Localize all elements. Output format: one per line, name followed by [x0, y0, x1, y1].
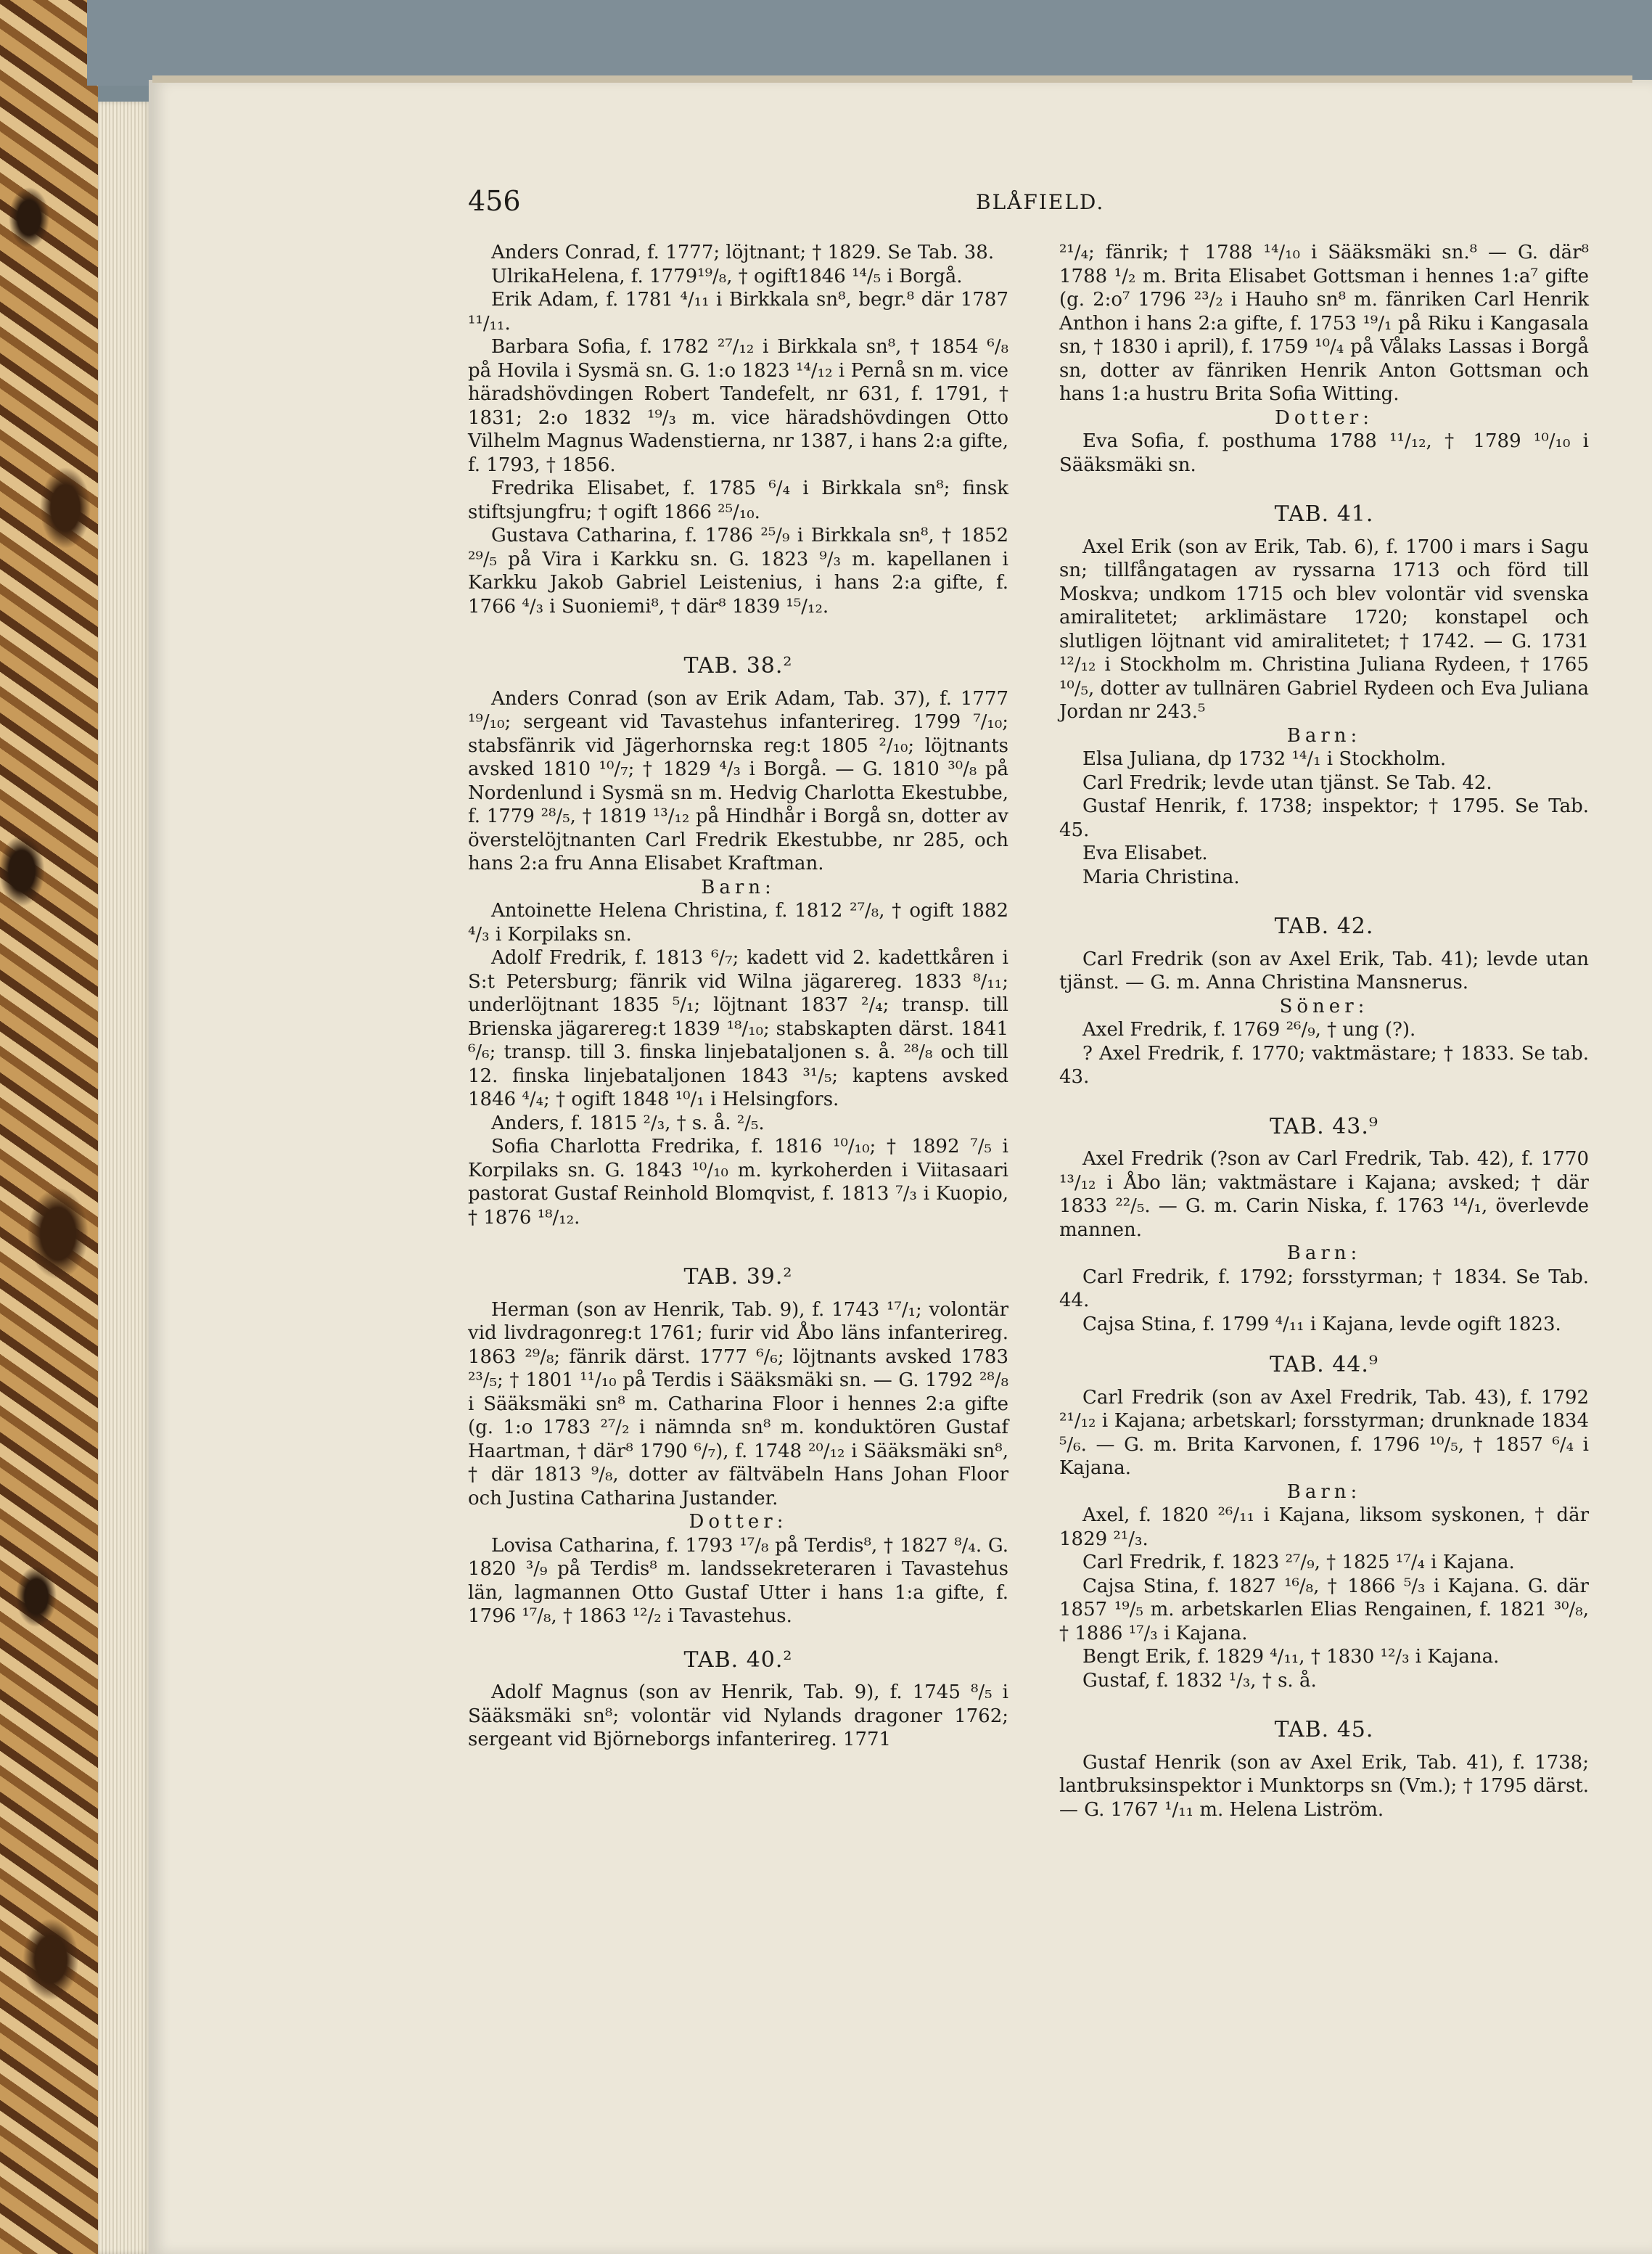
page-number: 456	[468, 185, 521, 217]
entry-paragraph: Eva Elisabet.	[1082, 843, 1208, 864]
spacer	[468, 679, 1008, 687]
entry-paragraph: Maria Christina.	[1082, 866, 1240, 888]
entry-paragraph: Adolf Fredrik, f. 1813 ⁶/₇; kadett vid 2. kadettkåren i S:t Petersburg; fänrik vid Wilna jägarereg. 1833 ⁸/₁₁; underlöjtnant 1835 ⁵/₁; löjtnant 1837 ²/₄; transp. till Brienska jägarereg:t 1839 ¹⁸/₁₀; stabskapten därst. 1841 ⁶/₆; transp. till 3. finska linjebataljonen s. å. ²⁸/₈ och till 12. finska linjebataljonen 1843 ³¹/₅; kaptens avsked 1846 ⁴/₄; † ogift 1848 ¹⁰/₁ i Helsingfors.	[468, 947, 1008, 1110]
spacer	[1059, 1336, 1589, 1353]
entry-paragraph: Elsa Juliana, dp 1732 ¹⁴/₁ i Stockholm.	[1082, 748, 1447, 770]
table-heading: TAB. 38.²	[683, 653, 793, 679]
spacer	[1059, 1692, 1589, 1718]
section-label: Barn:	[1286, 1242, 1362, 1264]
entry-paragraph: Anders Conrad, f. 1777; löjtnant; † 1829. Se Tab. 38.	[491, 242, 995, 263]
section-label: Dotter:	[1275, 406, 1373, 429]
spacer	[468, 1628, 1008, 1649]
spacer	[1059, 477, 1589, 503]
table-heading: TAB. 40.²	[683, 1647, 793, 1673]
section-label: Dotter:	[689, 1511, 788, 1533]
spacer	[468, 1672, 1008, 1681]
spacer	[468, 618, 1008, 655]
entry-paragraph: Carl Fredrik; levde utan tjänst. Se Tab. 42.	[1082, 771, 1492, 794]
table-heading: TAB. 41.	[1274, 501, 1374, 527]
spacer	[1059, 527, 1589, 536]
spacer	[468, 1229, 1008, 1266]
entry-paragraph: Gustaf Henrik, f. 1738; inspektor; † 1795. Se Tab. 45.	[1059, 795, 1589, 841]
table-heading: TAB. 42.	[1274, 914, 1374, 939]
spacer	[1059, 1089, 1589, 1115]
entry-paragraph: Antoinette Helena Christina, f. 1812 ²⁷/₈, † ogift 1882 ⁴/₃ i Korpilaks sn.	[468, 900, 1008, 946]
entry-paragraph: Anders, f. 1815 ²/₃, † s. å. ²/₅.	[491, 1112, 765, 1134]
entry-paragraph: Sofia Charlotta Fredrika, f. 1816 ¹⁰/₁₀; † 1892 ⁷/₅ i Korpilaks sn. G. 1843 ¹⁰/₁₀ m. kyrkoherden i Viitasaari pastorat Gustaf Reinhold Blomqvist, f. 1813 ⁷/₃ i Kuopio, † 1876 ¹⁸/₁₂.	[468, 1136, 1008, 1229]
entry-paragraph: Gustava Catharina, f. 1786 ²⁵/₉ i Birkkala sn⁸, † 1852 ²⁹/₅ på Vira i Karkku sn. G. 1823 ⁹/₃ m. kapellanen i Karkku Jakob Gabriel Leistenius, i hans 2:a gifte, f. 1766 ⁴/₃ i Suoniemi⁸, † där⁸ 1839 ¹⁵/₁₂.	[468, 525, 1008, 618]
table-heading: TAB. 43.⁹	[1270, 1113, 1378, 1139]
background	[87, 0, 1652, 86]
entry-paragraph: Adolf Magnus (son av Henrik, Tab. 9), f. 1745 ⁸/₅ i Sääksmäki sn⁸; volontär vid Nylands dragoner 1762; sergeant vid Björneborgs infanterireg. 1771	[468, 1681, 1008, 1750]
entry-paragraph: Barbara Sofia, f. 1782 ²⁷/₁₂ i Birkkala sn⁸, † 1854 ⁶/₈ på Hovila i Sysmä sn. G. 1:o 1823 ¹⁴/₁₂ i Pernå sn m. vice häradshövdingen Robert Tandefelt, nr 631, f. 1791, † 1831; 2:o 1832 ¹⁹/₃ m. vice häradshövdingen Otto Vilhelm Magnus Wadenstierna, nr 1387, i hans 2:a gifte, f. 1793, † 1856.	[468, 336, 1008, 476]
entry-paragraph: Cajsa Stina, f. 1827 ¹⁶/₈, † 1866 ⁵/₃ i Kajana. G. där 1857 ¹⁹/₅ m. arbetskarlen Elias Rengainen, f. 1821 ³⁰/₈, † 1886 ¹⁷/₃ i Kajana.	[1059, 1575, 1589, 1644]
entry-paragraph: Herman (son av Henrik, Tab. 9), f. 1743 ¹⁷/₁; volontär vid livdragonreg:t 1761; furir vid Åbo läns infanterireg. 1863 ²⁹/₈; fänrik därst. 1777 ⁶/₆; löjtnants avsked 1783 ²³/₅; † 1801 ¹¹/₁₀ på Terdis i Sääksmäki sn. — G. 1792 ²⁸/₈ i Sääksmäki sn⁸ m. Catharina Floor i hennes 2:a gifte (g. 1:o 1783 ²⁷/₂ i nämnda sn⁸ m. konduktören Gustaf Haartman, † där⁸ 1790 ⁶/₇), f. 1748 ²⁰/₁₂ i Sääksmäki sn⁸, † där 1813 ⁹/₈, dotter av fältväbeln Hans Johan Floor och Justina Catharina Justander.	[468, 1298, 1008, 1509]
entry-paragraph: Axel Fredrik (?son av Carl Fredrik, Tab. 42), f. 1770 ¹³/₁₂ i Åbo län; vaktmästare i Kajana; avsked; † där 1833 ²²/₅. — G. m. Carin Niska, f. 1763 ¹⁴/₁, överlevde mannen.	[1059, 1148, 1589, 1241]
page-top-edge	[152, 75, 1632, 83]
section-label: Barn:	[1286, 724, 1362, 747]
table-heading: TAB. 45.	[1274, 1717, 1374, 1742]
book-cover-edge	[0, 0, 98, 2254]
section-label: Barn:	[701, 876, 776, 898]
running-head: BLÅFIELD.	[976, 190, 1105, 214]
spacer	[1059, 939, 1589, 948]
entry-paragraph: Gustaf, f. 1832 ¹/₃, † s. å.	[1082, 1669, 1317, 1692]
entry-paragraph: Cajsa Stina, f. 1799 ⁴/₁₁ i Kajana, levde ogift 1823.	[1082, 1313, 1561, 1335]
entry-paragraph: Axel Fredrik, f. 1769 ²⁶/₉, † ung (?).	[1082, 1019, 1416, 1041]
page-stack-edges	[98, 102, 152, 2254]
entry-paragraph: Carl Fredrik, f. 1823 ²⁷/₉, † 1825 ¹⁷/₄ i Kajana.	[1082, 1552, 1515, 1573]
left-column	[468, 241, 1008, 1752]
table-heading: TAB. 44.⁹	[1270, 1352, 1378, 1377]
spacer	[1059, 889, 1589, 915]
entry-paragraph: Eva Sofia, f. posthuma 1788 ¹¹/₁₂, † 1789 ¹⁰/₁₀ i Sääksmäki sn.	[1059, 430, 1589, 476]
entry-paragraph: Carl Fredrik (son av Axel Fredrik, Tab. 43), f. 1792 ²¹/₁₂ i Kajana; arbetskarl; forsstyrman; drunknade 1834 ⁵/₆. — G. m. Brita Karvonen, f. 1796 ¹⁰/₅, † 1857 ⁶/₄ i Kajana.	[1059, 1386, 1589, 1479]
entry-paragraph: Axel Erik (son av Erik, Tab. 6), f. 1700 i mars i Sagu sn; tillfångatagen av ryssarna 1713 och förd till Moskva; undkom 1715 och blev volontär vid svenska amiralitetet; arklimästare 1720; konstapel och slutligen löjtnant vid amiralitetet; † 1742. — G. 1731 ¹²/₁₂ i Stockholm m. Christina Juliana Rydeen, † 1765 ¹⁰/₅, dotter av tullnären Gabriel Rydeen och Eva Juliana Jordan nr 243.⁵	[1059, 536, 1589, 723]
section-label: Barn:	[1286, 1480, 1362, 1503]
entry-paragraph: Carl Fredrik, f. 1792; forsstyrman; † 1834. Se Tab. 44.	[1059, 1266, 1589, 1311]
entry-paragraph: ? Axel Fredrik, f. 1770; vaktmästare; † 1833. Se tab. 43.	[1059, 1042, 1589, 1088]
entry-paragraph: Lovisa Catharina, f. 1793 ¹⁷/₈ på Terdis⁸, † 1827 ⁸/₄. G. 1820 ³/₉ på Terdis⁸ m. landssekreteraren i Tavastehus län, lagmannen Otto Gustaf Utter i hans 1:a gifte, f. 1796 ¹⁷/₈, † 1863 ¹²/₂ i Tavastehus.	[468, 1534, 1008, 1627]
entry-paragraph: Carl Fredrik (son av Axel Erik, Tab. 41); levde utan tjänst. — G. m. Anna Christina Mansnerus.	[1059, 948, 1589, 993]
entry-paragraph: Erik Adam, f. 1781 ⁴/₁₁ i Birkkala sn⁸, begr.⁸ där 1787 ¹¹/₁₁.	[468, 289, 1008, 335]
entry-paragraph: Fredrika Elisabet, f. 1785 ⁶/₄ i Birkkala sn⁸; finsk stiftsjungfru; † ogift 1866 ²⁵/₁₀.	[468, 478, 1008, 523]
entry-paragraph: Bengt Erik, f. 1829 ⁴/₁₁, † 1830 ¹²/₃ i Kajana.	[1082, 1646, 1500, 1668]
spacer	[1059, 1377, 1589, 1386]
entry-paragraph: Anders Conrad (son av Erik Adam, Tab. 37), f. 1777 ¹⁹/₁₀; sergeant vid Tavastehus infanterireg. 1799 ⁷/₁₀; stabsfänrik vid Jägerhornska reg:t 1805 ²/₁₀; löjtnants avsked 1810 ¹⁰/₇; † 1829 ⁴/₃ i Borgå. — G. 1810 ³⁰/₈ på Nordenlund i Sysmä sn m. Hedvig Charlotta Ekestubbe, f. 1779 ²⁸/₅, † 1819 ¹³/₁₂ på Hindhår i Borgå sn, dotter av överstelöjtnanten Carl Fredrik Ekestubbe, nr 285, och hans 2:a fru Anna Elisabet Kraftman.	[468, 687, 1008, 874]
spacer	[468, 1290, 1008, 1298]
section-label: Söner:	[1279, 995, 1369, 1017]
entry-paragraph: Gustaf Henrik (son av Axel Erik, Tab. 41), f. 1738; lantbruksinspektor i Munktorps sn (Vm.); † 1795 därst. — G. 1767 ¹/₁₁ m. Helena Liström.	[1059, 1751, 1589, 1821]
right-column	[1059, 241, 1589, 1821]
entry-paragraph: UlrikaHelena, f. 1779¹⁹/₈, † ogift1846 ¹⁴/₅ i Borgå.	[491, 265, 963, 287]
spacer	[1059, 1742, 1589, 1751]
entry-paragraph: ²¹/₄; fänrik; † 1788 ¹⁴/₁₀ i Sääksmäki sn.⁸ — G. där⁸ 1788 ¹/₂ m. Brita Elisabet Gottsman i hennes 1:a⁷ gifte (g. 2:o⁷ 1796 ²³/₂ i Hauho sn⁸ m. fänriken Carl Henrik Anthon i hans 2:a gifte, f. 1753 ¹⁹/₁ på Riku i Kangasala sn, † 1830 i april), f. 1759 ¹⁰/₄ på Vålaks Lassas i Borgå sn, dotter av fänriken Henrik Anton Gottsman och hans 1:a hustru Brita Sofia Witting.	[1059, 242, 1589, 405]
table-heading: TAB. 39.²	[683, 1264, 793, 1290]
spacer	[1059, 1139, 1589, 1147]
entry-paragraph: Axel, f. 1820 ²⁶/₁₁ i Kajana, liksom syskonen, † där 1829 ²¹/₃.	[1059, 1504, 1589, 1550]
